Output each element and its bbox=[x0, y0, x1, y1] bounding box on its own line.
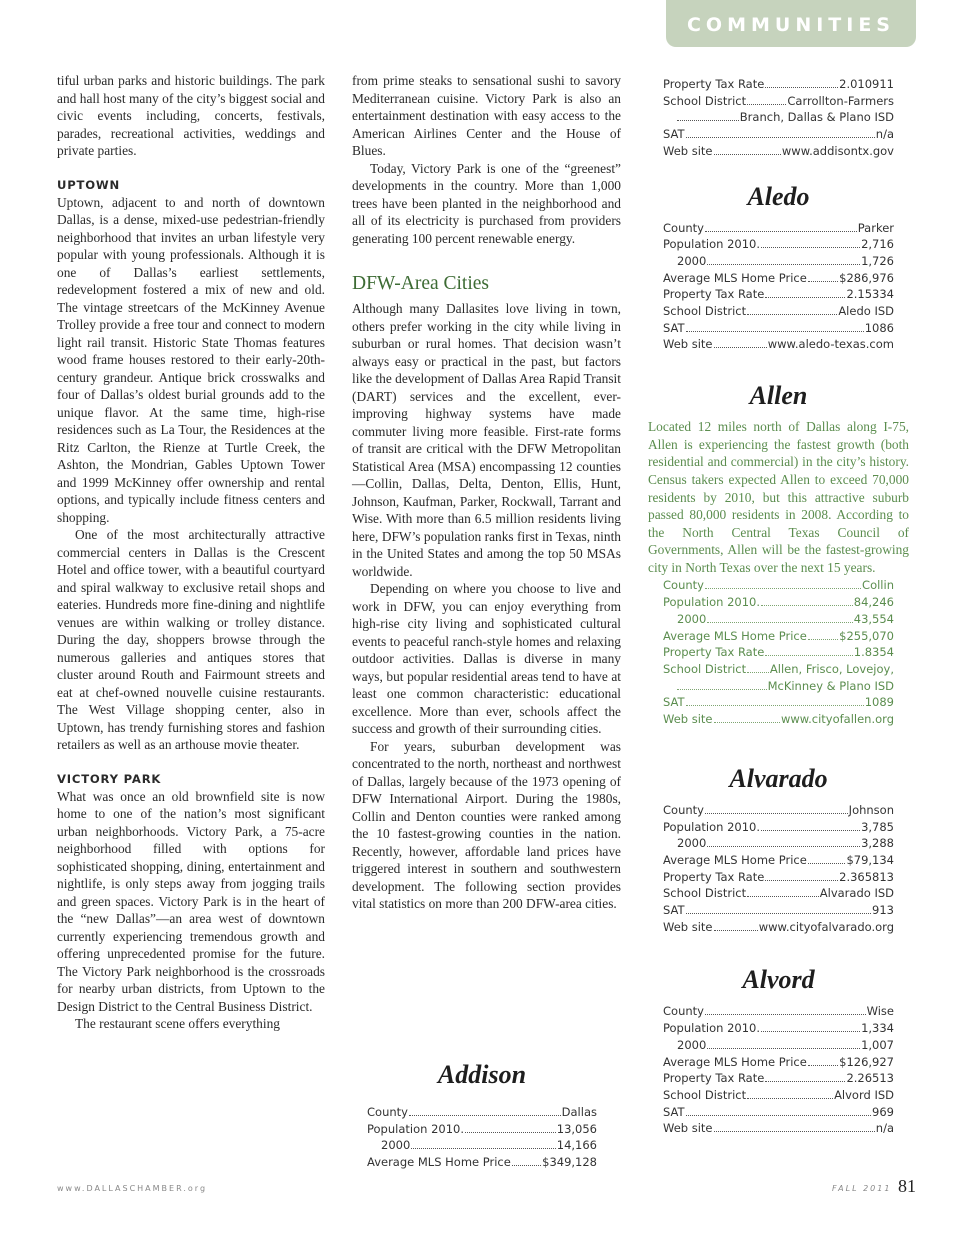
page-number: 81 bbox=[898, 1176, 916, 1196]
stats-list-aledo bbox=[663, 220, 894, 354]
paragraph: The restaurant scene offers everything bbox=[75, 1016, 280, 1031]
stat-web-site: Web site www.cityofalvarado.org bbox=[663, 919, 894, 934]
web-link[interactable]: www.addisontx.gov bbox=[781, 143, 894, 158]
stat-sat: SAT n/a bbox=[663, 127, 894, 142]
stat-population-2000: 2000 3,288 bbox=[677, 836, 894, 851]
stat-sat: SAT 1086 bbox=[663, 320, 894, 335]
stat-sat: SAT 969 bbox=[663, 1104, 894, 1119]
stat-county: County Collin bbox=[663, 578, 894, 593]
stat-mls-price: Average MLS Home Price $349,128 bbox=[367, 1155, 597, 1170]
stat-population-2010: Population 2010. 84,246 bbox=[663, 595, 894, 610]
stat-school-district: School District Allen, Frisco, Lovejoy, bbox=[663, 662, 894, 676]
paragraph: Today, Victory Park is one of the “greenest” developments in the country. More than 1,000 trees have been planted in the neighborhood and all of its electricity is purchased from providers generating 100 percent renewable energy. bbox=[352, 160, 621, 246]
stat-school-district: School District Alvarado ISD bbox=[663, 886, 894, 901]
stat-population-2010: Population 2010. 1,334 bbox=[663, 1021, 894, 1036]
stat-web-site: Web site www.addisontx.gov bbox=[663, 143, 894, 158]
paragraph: One of the most architecturally attractive commercial centers in Dallas is the Crescent Hotel and office tower, with a beautiful courtyard and spiral walkway to exclusive retail shops and eateries. Hundreds more fine-dining and nightlife venues are within walking or trolley distance. During the day, shoppers browse through the numerous galleries and antiques stores that cluster around Routh and Fairmount streets and eat at chef-owned nouvelle cuisine restaurants. The West Village shopping center, also in Uptown, has trendy furnishing stores and fashion retailers as well as an arthouse movie theater. bbox=[57, 527, 325, 752]
stat-population-2000: 2000 43,554 bbox=[677, 611, 894, 626]
stats-list-addison-cont bbox=[663, 76, 894, 160]
stat-mls-price: Average MLS Home Price $286,976 bbox=[663, 270, 894, 285]
section-heading-victory-park: VICTORY PARK bbox=[57, 771, 162, 786]
stat-county: County Dallas bbox=[367, 1105, 597, 1119]
section-heading-uptown: UPTOWN bbox=[57, 177, 120, 192]
column-3 bbox=[648, 76, 909, 1137]
stat-mls-price: Average MLS Home Price $255,070 bbox=[663, 628, 894, 643]
stat-school-district: School District Carrollton-Farmers bbox=[663, 93, 894, 108]
city-name-alvarado: Alvarado bbox=[729, 763, 828, 793]
city-name-alvord: Alvord bbox=[742, 965, 815, 995]
web-link[interactable]: www.aledo-texas.com bbox=[767, 337, 894, 352]
stat-tax-rate: Property Tax Rate 2.010911 bbox=[663, 77, 894, 91]
column-2 bbox=[352, 72, 621, 913]
city-name-aledo: Aledo bbox=[747, 181, 810, 211]
stats-list-alvord bbox=[663, 1003, 894, 1137]
stats-list-allen bbox=[663, 577, 894, 727]
stat-web-site: Web site n/a bbox=[663, 1121, 894, 1136]
stats-list-alvarado bbox=[663, 802, 894, 936]
section-heading-dfw-area-cities: DFW-Area Cities bbox=[352, 273, 490, 294]
stat-sat: SAT 1089 bbox=[663, 695, 894, 710]
paragraph: Depending on where you choose to live and work in DFW, you can enjoy everything from high-rise city living and sophisticated cultural events to peaceful ranch-style homes and relaxing outdoor activities. Dallas is diverse in many ways, but popular residential areas tend to have at least one common characteristic: educational excellence. More than ever, schools affect the success and growth of their surrounding cities. bbox=[352, 581, 621, 736]
web-link[interactable]: www.cityofalvarado.org bbox=[758, 919, 894, 934]
footer-issue: FALL 2011 bbox=[832, 1184, 892, 1193]
stat-population-2000: 2000 1,007 bbox=[677, 1037, 894, 1052]
stat-web-site: Web site www.cityofallen.org bbox=[663, 712, 894, 727]
stat-web-site: Web site www.aledo-texas.com bbox=[663, 337, 894, 352]
footer-website[interactable]: www.DALLASCHAMBER.org bbox=[57, 1184, 208, 1193]
city-allen bbox=[648, 381, 909, 728]
stat-tax-rate: Property Tax Rate 2.26513 bbox=[663, 1071, 894, 1086]
paragraph: from prime steaks to sensational sushi to savory Mediterranean cuisine. Victory Park is also an entertainment destination with easy access to the American Airlines Center and the House of Blues. bbox=[352, 73, 621, 158]
paragraph: What was once an old brownfield site is now home to one of the nation’s most significant urban neighborhoods. Victory Park, a 75-acre neighborhood filled with options for sophisticated shopping, dining, entertainment and nightlife, is only steps away from jogging trails and green spaces. Victory Park is in the heart of the “new Dallas”—an area west of downtown currently experiencing tremendous growth and offering unprecedented promise for the future. The Victory Park neighborhood is the crossroads for nearby urban districts, from Uptown to the Design District to the Central Business District. bbox=[57, 788, 325, 1014]
stat-county: County Johnson bbox=[663, 802, 894, 817]
stat-mls-price: Average MLS Home Price $126,927 bbox=[663, 1054, 894, 1069]
stat-tax-rate: Property Tax Rate 2.365813 bbox=[663, 869, 894, 884]
city-intro: Located 12 miles north of Dallas along I-75, Allen is experiencing the fastest growth (both residential and commercial) in the city’s history. Census takers expected Allen to exceed 70,000 residents by 2010, but this attractive suburb passed 80,000 residents in 2008. According to the North Central Texas Council of Governments, Allen will be the fastest-growing city in North Texas over the next 15 years. bbox=[648, 419, 909, 575]
web-link[interactable]: www.cityofallen.org bbox=[780, 712, 894, 727]
stats-list bbox=[367, 1104, 597, 1171]
paragraph: Although many Dallasites love living in town, others prefer working in the city while living in suburban or rural homes. That decision wasn’t always easy or practical in the past, but factors like the development of Dallas Area Rapid Transit (DART) services and the excellent, ever-improving highway systems have made commuter living more feasible. First-rate forms of transit are critical with the DFW Metropolitan Statistical Area (MSA) encompassing 12 counties—Collin, Dallas, Delta, Denton, Ellis, Hunt, Johnson, Kaufman, Parker, Rockwall, Tarrant and Wise. With more than 6.5 million residents living here, DFW’s population ranks first in Texas, ninth in the United States and among the top 50 MSAs worldwide. bbox=[352, 301, 621, 579]
paragraph: tiful urban parks and historic buildings. The park and hall host many of the city’s biggest social and civic events including, concerts, festivals, parades, recreational activities, weddings and private parties. bbox=[57, 73, 325, 158]
stat-mls-price: Average MLS Home Price $79,134 bbox=[663, 852, 894, 867]
section-tab: COMMUNITIES bbox=[666, 0, 916, 47]
stat-county: County Wise bbox=[663, 1004, 894, 1019]
stat-school-district: School District Alvord ISD bbox=[663, 1087, 894, 1102]
stat-population-2000: 2000 14,166 bbox=[381, 1138, 597, 1153]
stat-tax-rate: Property Tax Rate 2.15334 bbox=[663, 287, 894, 302]
paragraph: For years, suburban development was concentrated to the north, northeast and northwest of Dallas, largely because of the 1973 opening of DFW International Airport. During the 1980s, Collin and Denton counties were ranked among the 10 fastest-growing counties in the nation. Recently, however, affordable land prices have triggered interest in southern and southwestern development. The following section provides vital statistics on more than 200 DFW-area cities. bbox=[352, 738, 621, 911]
stat-school-district: School District Aledo ISD bbox=[663, 304, 894, 319]
city-name: Addison bbox=[437, 1060, 527, 1089]
column-1 bbox=[57, 72, 325, 1033]
stat-tax-rate: Property Tax Rate 1.8354 bbox=[663, 645, 894, 660]
paragraph: Uptown, adjacent to and north of downtown Dallas, is a dense, mixed-use pedestrian-friendly neighborhood that invites an urban lifestyle very popular with young professionals. Although it is one of Dallas’s earliest settlements, redevelopment fostered a mix of new and old. The vintage streetcars of the McKinney Avenue Trolley provide a free tour and connect to modern light rail transit. Historic State Thomas features wood frame houses restored to their early-20th-century grandeur. Antique brick crosswalks and four of Dallas’s oldest burial grounds add to the unique flavor. At the same time, high-rise residences such as La Tour, the Residences at the Ritz Carlton, the Rienze at Turtle Creek, the Ashton, the Mondrian, Gables Uptown Tower and 1999 McKinney offer ownership and rental options, and typically include fitness centers and shopping. bbox=[57, 194, 325, 525]
stat-population-2010: Population 2010. 3,785 bbox=[663, 819, 894, 834]
stat-sat: SAT 913 bbox=[663, 903, 894, 918]
stat-population-2000: 2000 1,726 bbox=[677, 253, 894, 268]
stat-population-2010: Population 2010. 2,716 bbox=[663, 237, 894, 252]
city-name-allen: Allen bbox=[749, 381, 808, 411]
stat-population-2010: Population 2010. 13,056 bbox=[367, 1121, 597, 1136]
stat-school-district-cont: McKinney & Plano ISD bbox=[663, 678, 894, 695]
stat-school-district-cont: Branch, Dallas & Plano ISD bbox=[663, 109, 894, 126]
city-addison bbox=[367, 1060, 597, 1171]
stat-county: County Parker bbox=[663, 220, 894, 235]
